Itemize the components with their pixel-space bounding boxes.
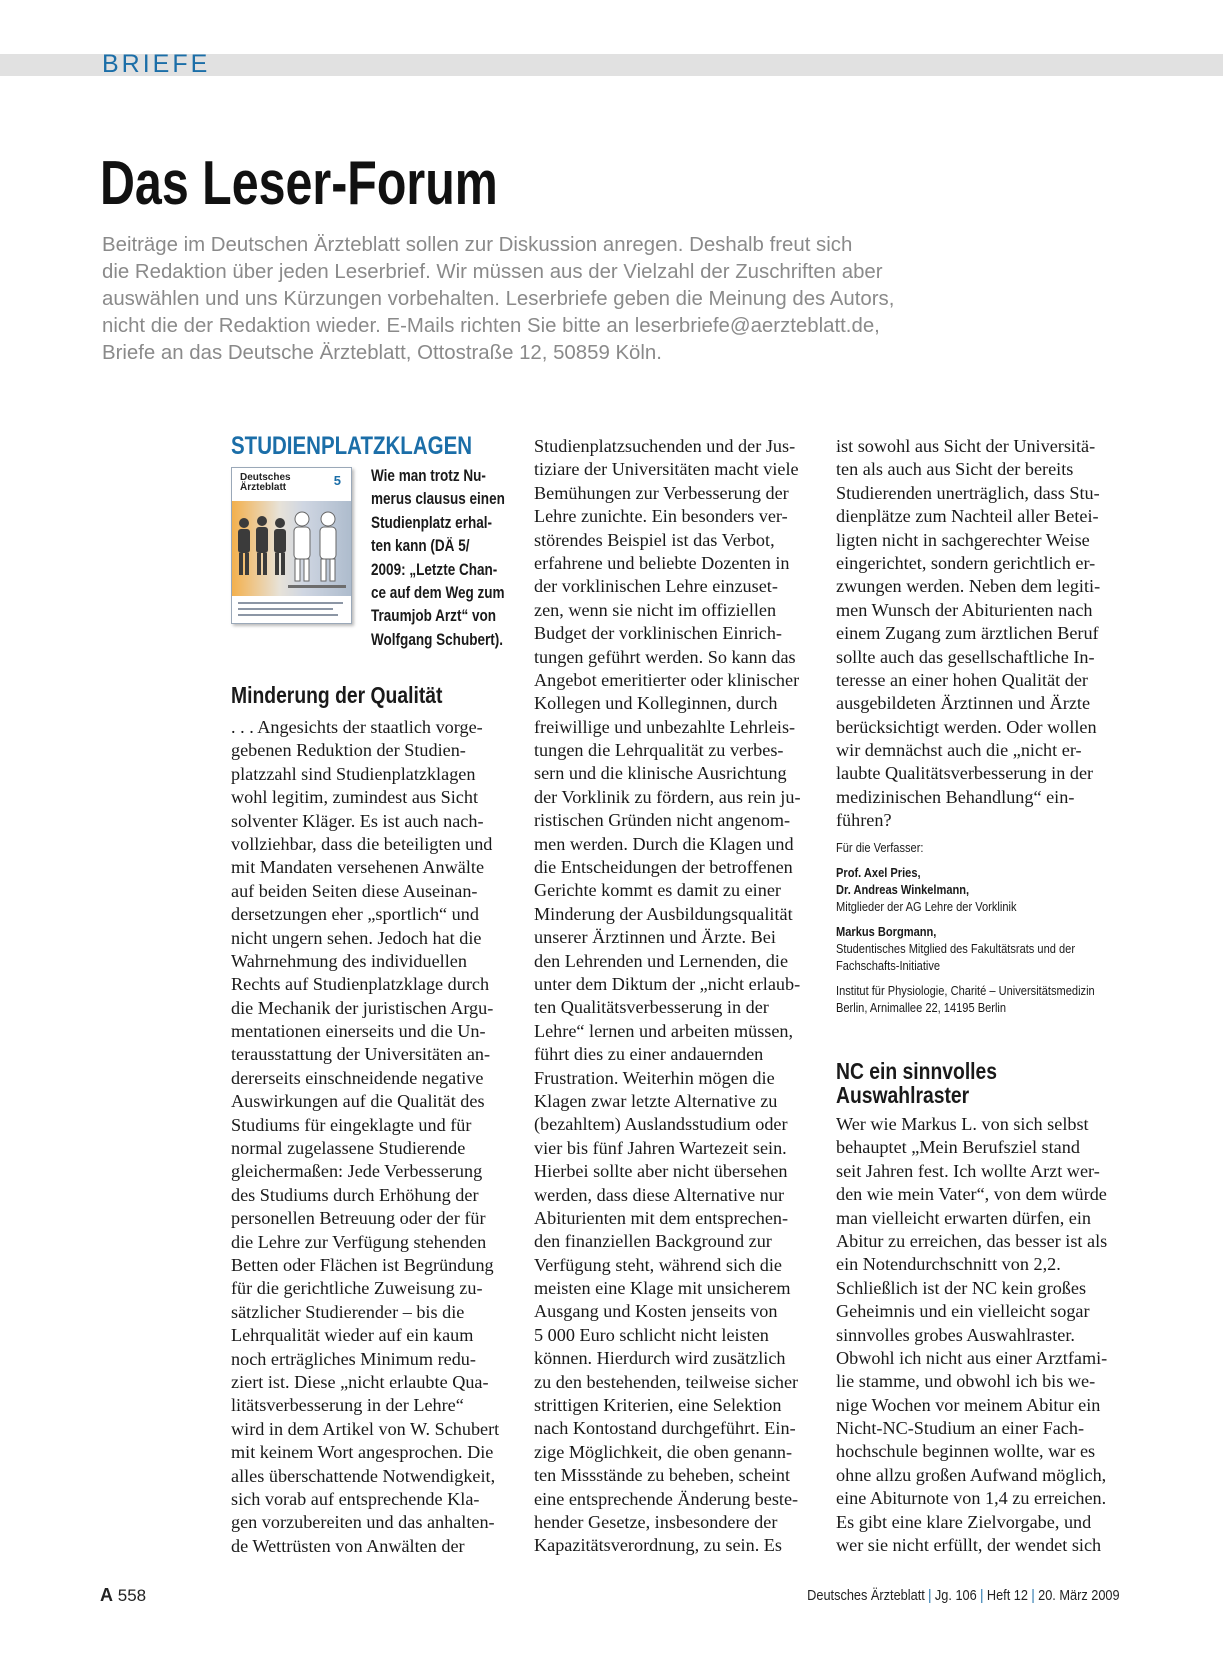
text-line: Gerichte kommt es damit zu einer [534,880,781,901]
text-line: Budget der vorklinischen Einrich- [534,623,782,644]
text-line: ausgebildeten Ärztinnen und Ärzte [836,693,1091,714]
text-line: platzzahl sind Studienplatzklagen [231,763,476,784]
text-line: de Wettrüsten von Anwälten der [231,1535,465,1556]
text-line: Klagen zwar letzte Alternative zu [534,1090,778,1111]
text-line: die Entscheidungen der betroffenen [534,857,793,878]
text-line: seit Jahren fest. Ich wollte Arzt wer- [836,1160,1100,1181]
text-line: wohl legitim, zumindest aus Sicht [231,787,479,808]
text-line: Bemühungen zur Verbesserung der [534,482,789,503]
text-line: sollte auch das gesellschaftliche In- [836,646,1095,667]
text-line: mit Mandaten versehenen Anwälte [231,857,485,878]
text-line: Lehre“ lernen und arbeiten müssen, [534,1020,794,1041]
text-line: ein Notendurchschnitt von 2,2. [836,1254,1061,1275]
text-line: litätsverbesserung in der Lehre“ [231,1395,464,1416]
text-line: Nicht-NC-Studium an einer Fach- [836,1418,1085,1439]
text-line: ziert ist. Diese „nicht erlaubte Qua- [231,1371,489,1392]
cover-text-line [238,608,333,610]
text-line: . . . Angesichts der staatlich vorge- [231,717,483,737]
text-line: führen? [836,810,892,831]
letter2-heading-line: Auswahlraster [836,1082,970,1108]
text-line: ten Qualitätsverbesserung in der [534,997,769,1018]
text-line: normal zugelassene Studierende [231,1138,466,1159]
text-line: men Wunsch der Abiturienten nach [836,599,1093,620]
journal-volume: Jg. 106 [935,1587,978,1604]
separator: | [1031,1587,1036,1604]
caption-line: Wolfgang Schubert). [371,630,504,649]
text-line: Wer wie Markus L. von sich selbst [836,1114,1089,1134]
text-line: strittigen Kriterien, eine Selektion [534,1395,782,1416]
author-role: Fachschafts-Initiative [836,959,941,973]
text-line: wir demnächst auch die „nicht er- [836,740,1082,761]
text-line: Studiums für eingeklagte und für [231,1114,472,1135]
letter2-column [836,1113,1107,1557]
author-name: Prof. Axel Pries, [836,866,921,880]
text-line: eine Abiturnote von 1,4 zu erreichen. [836,1488,1107,1509]
cover-text-line [238,602,343,604]
caption-line: Wie man trotz Nu- [371,467,486,485]
caption-line: merus clausus einen [371,490,505,509]
text-line: Schließlich ist der NC kein großes [836,1277,1087,1298]
text-line: Minderung der Ausbildungsqualität [534,903,793,924]
text-line: Hierbei sollte aber nicht übersehen [534,1161,788,1182]
text-line: störendes Beispiel ist das Verbot, [534,529,775,550]
text-line: Angebot emeritierter oder klinischer [534,669,800,690]
text-line: Abitur zu erreichen, das besser ist als [836,1230,1108,1251]
text-line: ten Missstände zu beheben, scheint [534,1465,791,1486]
text-line: gen vorzubereiten und das anhalten- [231,1512,495,1533]
cover-issue-number: 5 [333,473,341,488]
text-line: (bezahltem) Auslandsstudium oder [534,1114,788,1135]
text-line: solventer Kläger. Es ist auch nach- [231,810,484,831]
separator: | [928,1587,932,1604]
text-line: hender Gesetze, insbesondere der [534,1511,778,1532]
text-line: nicht ungern sehen. Jedoch hat die [231,927,482,948]
text-line: eine entsprechende Änderung beste- [534,1488,799,1509]
text-line: die Mechanik der juristischen Argu- [231,997,494,1018]
intro-text [102,232,1032,367]
intro-line: Beiträge im Deutschen Ärzteblatt sollen zur Diskussion anregen. Deshalb freut sich [102,234,853,256]
text-line: vollziehbar, dass die beteiligten und [231,833,493,854]
author-address: Berlin, Arnimallee 22, 14195 Berlin [836,1001,1007,1015]
intro-line: die Redaktion über jeden Leserbrief. Wir müssen aus der Vielzahl der Zuschriften aber [102,261,883,283]
text-line: noch erträgliches Minimum redu- [231,1348,476,1369]
text-line: medizinischen Behandlung“ ein- [836,786,1075,807]
caption-line: ten kann (DÄ 5/ [371,537,470,556]
text-line: mit keinem Wort angesprochen. Die [231,1442,494,1463]
text-line: zen, wenn sie nicht im offiziellen [534,599,777,620]
cover-text-line [238,614,338,616]
journal-name: Deutsches Ärzteblatt [807,1587,926,1604]
text-line: Obwohl ich nicht aus einer Arztfami- [836,1347,1108,1368]
page-number [100,1585,146,1606]
text-line: zwungen werden. Neben dem legiti- [836,576,1101,597]
text-line: der vorklinischen Lehre einzuset- [534,576,778,597]
text-line: Studienplatzsuchenden und der Jus- [534,436,796,456]
intro-line: nicht die der Redaktion wieder. E-Mails richten Sie bitte an leserbriefe@aerzteblatt.de, [102,315,880,337]
caption-line: 2009: „Letzte Chan- [371,560,498,579]
text-line: terausstattung der Universitäten an- [231,1044,491,1065]
text-line: Kollegen und Kolleginnen, durch [534,693,778,714]
topic-rubric: STUDIENPLATZKLAGEN [231,432,473,460]
section-label: BRIEFE [102,50,211,78]
letter2-heading-line: NC ein sinnvolles [836,1058,998,1084]
text-line: Frustration. Weiterhin mögen die [534,1067,775,1088]
cover-footer [232,596,351,623]
text-line: sätzlicher Studierender – bis die [231,1301,465,1322]
text-line: meisten eine Klage mit unsicherem [534,1278,791,1299]
cover-brand-line: Ärzteblatt [240,482,287,493]
journal-footer [808,1587,1120,1604]
page-title: Das Leser-Forum [100,149,498,218]
text-line: ist sowohl aus Sicht der Universitä- [836,436,1096,456]
text-line: für die gerichtliche Zuweisung zu- [231,1278,483,1299]
text-line: nige Wochen vor meinem Abitur ein [836,1394,1101,1415]
caption-line: Studienplatz erhal- [371,513,493,532]
text-line: Rechts auf Studienplatzklage durch [231,974,490,995]
text-line: man vielleicht erwarten dürfen, ein [836,1207,1092,1228]
cover-brand [240,473,291,493]
text-line: dienplätze zum Nachteil aller Betei- [836,506,1099,527]
caption-line: Traumjob Arzt“ von [371,607,497,626]
text-line: unter dem Diktum der „nicht erlaub- [534,973,801,994]
people-figures-icon [232,501,351,596]
intro-line: auswählen und uns Kürzungen vorbehalten. Leserbriefe geben die Meinung des Autors, [102,288,895,310]
author-role: Mitglieder der AG Lehre der Vorklinik [836,900,1017,914]
caption-line: ce auf dem Weg zum [371,584,505,603]
text-line: teresse an einer hohen Qualität der [836,669,1088,690]
text-line: dererseits einschneidende negative [231,1067,484,1088]
letter1-column-2 [534,435,801,1558]
text-line: tiziare der Universitäten macht viele [534,459,799,480]
text-line: können. Hierdurch wird zusätzlich [534,1348,786,1369]
signature-label: Für die Verfasser: [836,841,924,855]
text-line: erfahrene und beliebte Dozenten in [534,552,790,573]
text-line: Lehrqualität wieder auf ein kaum [231,1325,474,1346]
text-line: ohne allzu großen Aufwand möglich, [836,1464,1107,1485]
text-line: men werden. Durch die Klagen und [534,833,794,854]
text-line: werden, dass diese Alternative nur [534,1184,784,1205]
text-line: berücksichtigt werden. Oder wollen [836,716,1097,737]
text-line: sern und die klinische Ausrichtung [534,763,787,784]
image-caption [371,465,534,652]
letter1-column-3 [836,435,1100,833]
journal-date: 20. März 2009 [1038,1587,1120,1604]
text-line: tungen die Lehrqualität zu verbes- [534,740,784,761]
text-line: Geheimnis und ein vielleicht sogar [836,1301,1090,1322]
text-line: Abiturienten mit dem entsprechen- [534,1207,789,1228]
letter1-signature [836,840,1130,1017]
text-line: Betten oder Flächen ist Begründung [231,1254,494,1275]
text-line: ristischen Gründen nicht angenom- [534,810,791,831]
text-line: der Vorklinik zu fördern, aus rein ju- [534,786,801,807]
text-line: Lehre zunichte. Ein besonders ver- [534,506,788,527]
author-name: Markus Borgmann, [836,925,937,939]
text-line: gebenen Reduktion der Studien- [231,740,466,761]
text-line: ten als auch aus Sicht der bereits [836,459,1074,480]
text-line: des Studiums durch Erhöhung der [231,1184,479,1205]
text-line: mentationen einerseits und die Un- [231,1021,486,1042]
text-line: den finanziellen Background zur [534,1231,772,1252]
text-line: 5 000 Euro schlicht nicht leisten [534,1324,769,1345]
text-line: Auswirkungen auf die Qualität des [231,1091,485,1112]
text-line: gleichermaßen: Jede Verbesserung [231,1161,483,1182]
author-role: Studentisches Mitglied des Fakultätsrats und der [836,942,1076,956]
text-line: vier bis fünf Jahren Wartezeit sein. [534,1137,787,1158]
text-line: alles überschattende Notwendigkeit, [231,1465,496,1486]
author-name: Dr. Andreas Winkelmann, [836,883,970,897]
journal-issue: Heft 12 [987,1587,1029,1604]
text-line: tungen geführt werden. So kann das [534,646,796,667]
text-line: Kapazitätsverordnung, zu sein. Es [534,1535,782,1556]
text-line: wer sie nicht erfüllt, der wendet sich [836,1535,1102,1556]
separator: | [980,1587,984,1604]
text-line: Verfügung steht, während sich die [534,1254,782,1275]
text-line: nach Kontostand durchgeführt. Ein- [534,1418,796,1439]
text-line: unserer Ärztinnen und Ärzte. Bei [534,927,776,948]
cover-header [232,468,351,501]
letter2-heading [836,1059,997,1107]
text-line: ligten nicht in sachgerechter Weise [836,529,1090,550]
cover-brand-line: Deutsches [240,472,291,483]
text-line: auf beiden Seiten diese Auseinan- [231,880,478,901]
text-line: eingerichtet, sondern gerichtlich er- [836,552,1096,573]
text-line: einem Zugang zum ärztlichen Beruf [836,623,1099,644]
text-line: personellen Betreuung oder der für [231,1208,486,1229]
text-line: freiwillige und unbezahlte Lehrleis- [534,716,796,737]
page-prefix: A [100,1585,113,1605]
text-line: den wie mein Vater“, von dem würde [836,1184,1107,1205]
text-line: führt dies zu einer andauernden [534,1044,764,1065]
text-line: dersetzungen eher „sportlich“ und [231,904,479,925]
letter1-heading: Minderung der Qualität [231,682,443,708]
text-line: zige Möglichkeit, die oben genann- [534,1441,793,1462]
text-line: zu den bestehenden, teilweise sicher [534,1371,799,1392]
text-line: die Lehre zur Verfügung stehenden [231,1231,487,1252]
author-address: Institut für Physiologie, Charité – Universitätsmedizin [836,984,1095,998]
text-line: lie stamme, und obwohl ich bis we- [836,1371,1096,1392]
text-line: Studierenden unerträglich, dass Stu- [836,482,1100,503]
text-line: sich vorab auf entsprechende Kla- [231,1488,480,1509]
text-line: Ausgang und Kosten jenseits von [534,1301,778,1322]
text-line: wird in dem Artikel von W. Schubert [231,1418,500,1439]
text-line: laubte Qualitätsverbesserung in der [836,763,1094,784]
text-line: Wahrnehmung des individuellen [231,950,467,971]
cover-illustration [232,501,351,596]
page-number-value: 558 [117,1586,147,1605]
text-line: sinnvolles grobes Auswahlraster. [836,1324,1075,1345]
text-line: behauptet „Mein Berufsziel stand [836,1137,1080,1158]
text-line: Es gibt eine klare Zielvorgabe, und [836,1511,1092,1532]
text-line: hochschule beginnen wollte, war es [836,1441,1096,1462]
intro-line: Briefe an das Deutsche Ärzteblatt, Ottostraße 12, 50859 Köln. [102,342,662,364]
text-line: den Lehrenden und Lernenden, die [534,950,789,971]
issue-cover-thumbnail [231,467,352,624]
letter1-column-1 [231,716,499,1558]
